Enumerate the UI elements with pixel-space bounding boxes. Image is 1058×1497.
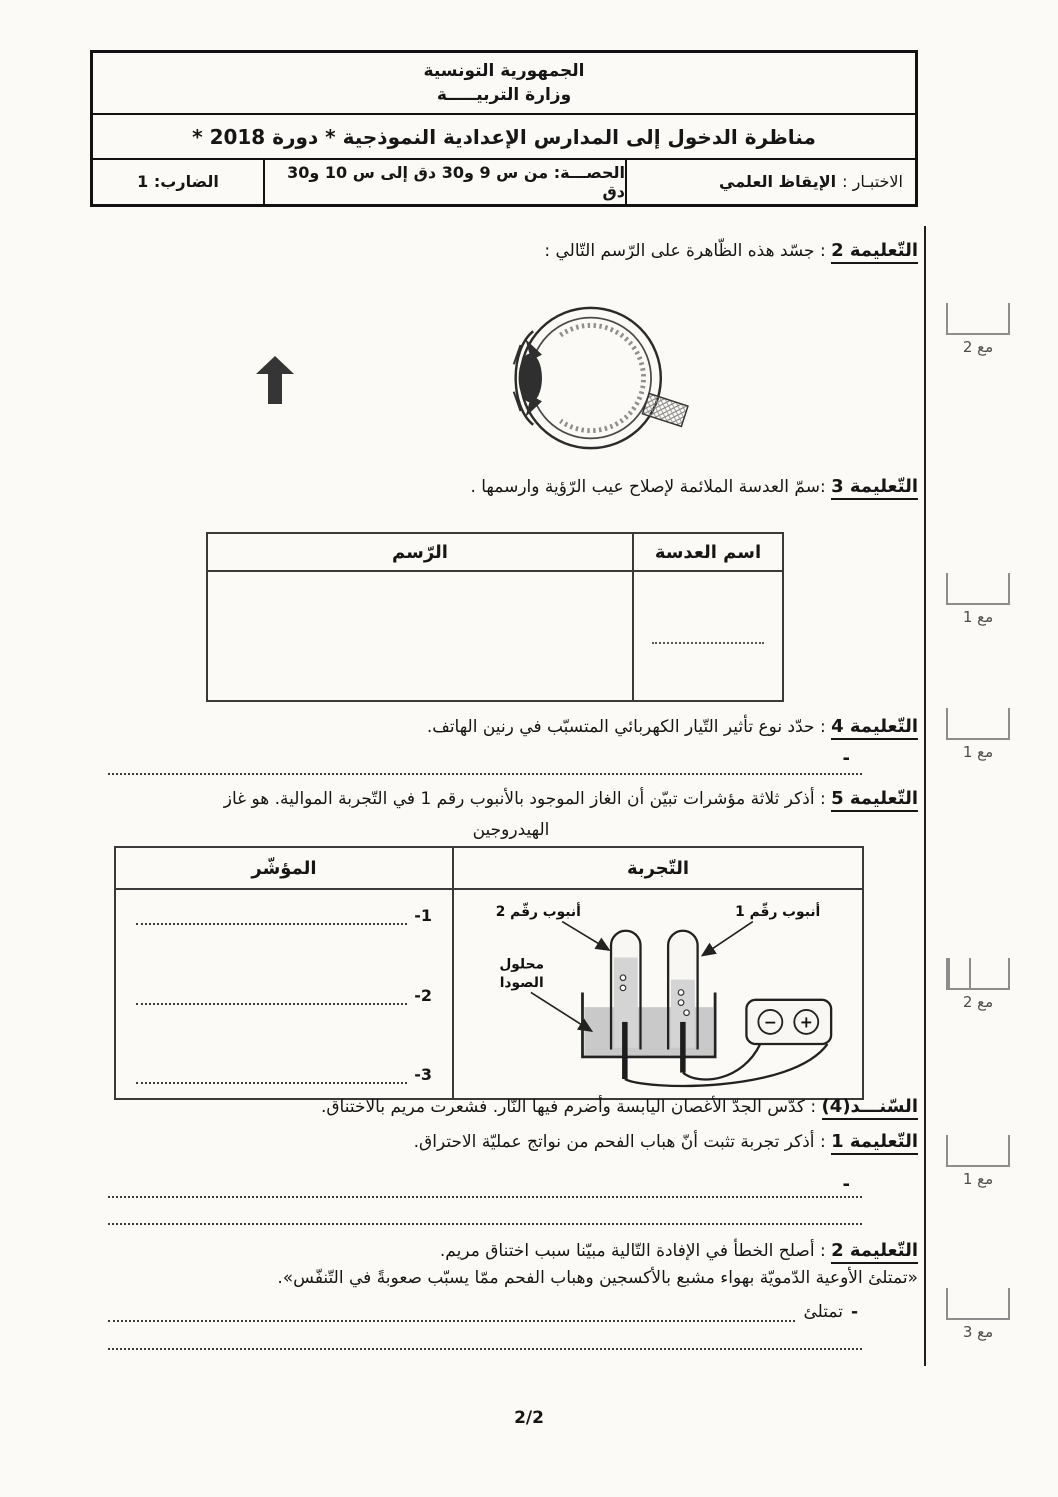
score-bracket <box>946 303 1010 335</box>
instruction-4-text: : حدّد نوع تأثير التّيار الكهربائي المتسبّب في رنين الهاتف. <box>426 717 826 737</box>
indicator-number-1: -1 <box>414 906 432 925</box>
battery-minus-label: − <box>763 1012 777 1032</box>
instruction-2b-text: : أصلح الخطأ في الإفادة التّالية مبيّنا سبب اختناق مريم. <box>439 1241 826 1261</box>
lens-name-header: اسم العدسة <box>633 533 783 571</box>
answer-blank <box>108 1318 795 1322</box>
experiment-table-body-row <box>115 889 863 1099</box>
test-label: الاختبـار : <box>842 172 903 192</box>
indicator-blank-3 <box>136 1080 407 1084</box>
answer-dash: - <box>842 748 850 769</box>
page-number: 2/2 <box>514 1408 544 1428</box>
instruction-5-line <box>104 786 918 812</box>
experiment-header: التّجربة <box>453 847 863 889</box>
tube-2-label: أنبوب رقّم 2 <box>495 904 581 921</box>
support-4-text: : كدّس الجدّ الأغصان اليابسة وأضرم فيها النّار. فشعرت مريم بالاختناق. <box>320 1097 817 1117</box>
instruction-3-line <box>104 474 918 500</box>
instruction-1b-line <box>104 1129 918 1155</box>
score-mark-1 <box>946 303 1010 356</box>
score-label: مع 3 <box>962 1323 994 1341</box>
instruction-3-title: التّعليمة 3 <box>831 476 918 500</box>
eye-diagram-figure <box>466 294 690 462</box>
republic-line: الجمهورية التونسية <box>423 61 585 81</box>
content-column <box>98 226 926 1366</box>
indicator-number-2: -2 <box>414 985 432 1005</box>
score-bracket <box>946 1135 1010 1167</box>
answer-word: تمتلئ <box>803 1302 843 1322</box>
score-bracket <box>946 958 1010 990</box>
eye-cross-section <box>466 294 690 462</box>
score-label: مع 1 <box>962 1170 994 1188</box>
tube-1-label: أنبوب رقّم 1 <box>735 904 821 921</box>
instruction-5-text: : أذكر ثلاثة مؤشرات تبيّن أن الغاز الموجود بالأنبوب رقم 1 في التّجربة الموالية. هو غاز <box>223 789 826 809</box>
instruction-4-line <box>104 714 918 740</box>
score-bracket <box>946 708 1010 740</box>
indicator-blank-2 <box>136 1001 407 1005</box>
ministry-line: وزارة التربيـــــة <box>436 84 572 105</box>
score-label: مع 2 <box>962 338 994 356</box>
answer-blank-line <box>108 773 862 775</box>
header-info-row <box>93 160 915 204</box>
electrode-right <box>680 1022 686 1073</box>
score-mark-4 <box>946 958 1010 1011</box>
header-institution <box>93 53 915 115</box>
session-cell: الحصـــة: من س 9 و30 دق إلى س 10 و30 دق <box>263 160 625 204</box>
solution-label-1: محلول <box>499 956 545 973</box>
score-mark-3 <box>946 708 1010 761</box>
score-mark-2 <box>946 573 1010 626</box>
support-4-title: السّنـــد(4) <box>822 1096 918 1120</box>
instruction-4-title: التّعليمة 4 <box>831 716 918 740</box>
answer-start-row <box>108 1302 858 1322</box>
solution-label-2: الصودا <box>499 974 544 991</box>
up-arrow-icon <box>256 356 294 404</box>
indicator-row-1 <box>136 906 432 925</box>
exam-title: مناظرة الدخول إلى المدارس الإعدادية النموذجية * دورة 2018 * <box>93 115 915 160</box>
answer-dash: - <box>850 1302 858 1322</box>
instruction-2-line <box>104 238 918 264</box>
instruction-2-text: : جسّد هذه الظّاهرة على الرّسم التّالي : <box>544 241 826 261</box>
indicator-blank-1 <box>136 921 407 925</box>
instruction-3-text: :سمّ العدسة الملائمة لإصلاح عيب الرّؤية وارسمها . <box>470 477 826 497</box>
header-box <box>90 50 918 207</box>
answer-blank-line <box>108 1348 862 1350</box>
lens-drawing-header: الرّسم <box>207 533 633 571</box>
experiment-cell <box>453 889 863 1099</box>
lens-table-body-row <box>207 571 783 701</box>
instruction-2-title: التّعليمة 2 <box>831 240 918 264</box>
score-bracket <box>946 573 1010 605</box>
test-value: الإيقاظ العلمي <box>719 172 837 192</box>
instruction-5-text-line2: الهيدروجين <box>472 820 550 840</box>
instruction-2b-line <box>104 1238 918 1264</box>
instruction-1b-text: : أذكر تجربة تثبت أنّ هباب الفحم من نواتج عمليّة الاحتراق. <box>413 1132 826 1152</box>
lens-table <box>206 532 784 702</box>
coefficient-cell: الضارب: 1 <box>137 172 219 192</box>
score-label: مع 1 <box>962 608 994 626</box>
indicator-header: المؤشّر <box>115 847 453 889</box>
indicator-row-2 <box>136 986 432 1005</box>
electrode-left <box>622 1022 628 1079</box>
score-mark-6 <box>946 1288 1010 1341</box>
electrolysis-diagram <box>456 893 860 1091</box>
score-mark-5 <box>946 1135 1010 1188</box>
lens-name-blank <box>652 642 764 644</box>
lens-name-cell <box>633 571 783 701</box>
indicator-row-3 <box>136 1065 432 1084</box>
object-arrow-figure <box>256 356 294 404</box>
support-4-line <box>104 1094 918 1120</box>
score-label: مع 1 <box>962 743 994 761</box>
lens-table-header-row <box>207 533 783 571</box>
battery-plus-label: + <box>799 1012 813 1032</box>
instruction-2b-title: التّعليمة 2 <box>831 1240 918 1264</box>
indicator-number-3: -3 <box>414 1065 432 1084</box>
score-bracket <box>946 1288 1010 1320</box>
experiment-table <box>114 846 864 1100</box>
lens-drawing-cell <box>207 571 633 701</box>
experiment-table-header-row <box>115 847 863 889</box>
indicator-cell <box>115 889 453 1099</box>
quote-line: «تمتلئ الأوعية الدّمويّة بهواء مشبع بالأكسجين وهباب الفحم ممّا يسبّب صعوبةً في التّنفّس». <box>277 1268 918 1288</box>
instruction-5-title: التّعليمة 5 <box>831 788 918 812</box>
indicator-rows <box>136 906 432 1084</box>
answer-blank-line <box>108 1196 862 1198</box>
score-label: مع 2 <box>962 993 994 1011</box>
answer-dash: - <box>842 1174 850 1195</box>
instruction-1b-title: التّعليمة 1 <box>831 1131 918 1155</box>
answer-blank-line <box>108 1223 862 1225</box>
test-cell <box>625 160 915 204</box>
